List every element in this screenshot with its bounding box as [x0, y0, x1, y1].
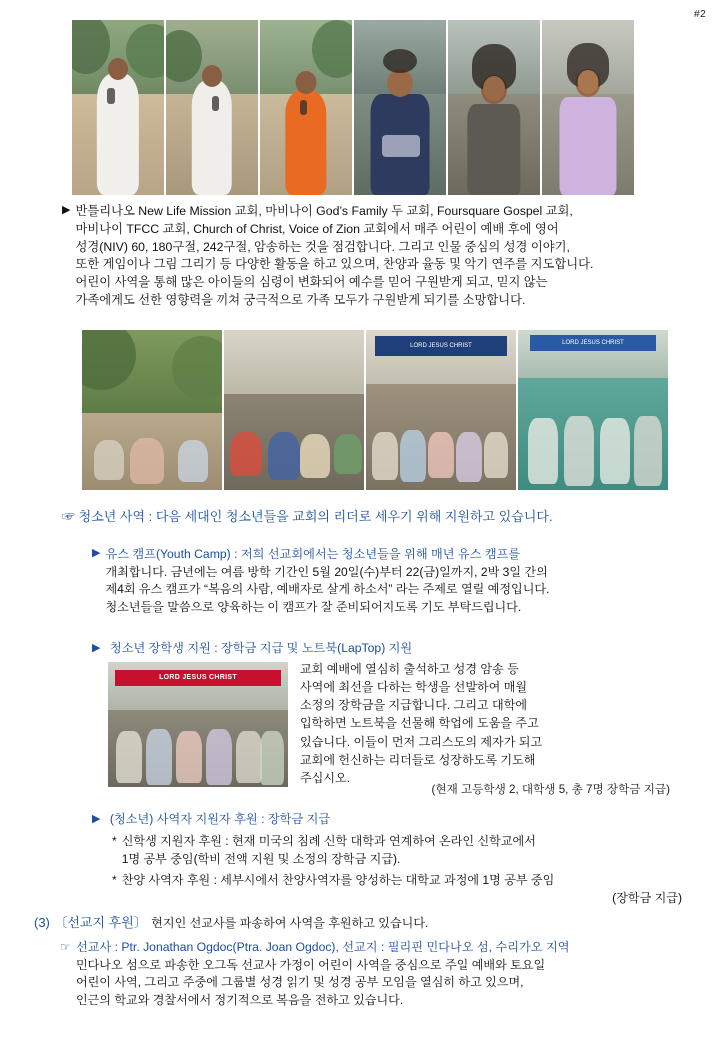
triangle-marker-icon: ▶ — [62, 204, 71, 216]
photo-child-2 — [166, 20, 258, 195]
supporter-note-right: (장학금 지급) — [612, 890, 682, 905]
youth-camp-heading: 유스 캠프(Youth Camp) : 저희 선교회에서는 청소년들을 위해 매년 유스 캠프를 — [105, 547, 521, 561]
supporter-line: 신학생 지원자 후원 : 현재 미국의 침례 신학 대학과 연계하여 온라인 신학교에서 — [121, 834, 536, 848]
photo-strip-top — [72, 20, 634, 195]
paragraph-line: 가족에게도 선한 영향력을 끼쳐 궁극적으로 가족 모두가 구원받게 되기를 소망합니다. — [75, 293, 526, 308]
scholarship-line: 주십시오. — [300, 770, 351, 785]
photo-strip-middle — [82, 330, 668, 490]
triangle-marker-icon: ▶ — [92, 813, 101, 825]
scholarship-line: 소정의 장학금을 지급합니다. 그리고 대학에 — [300, 698, 528, 713]
paragraph-line: 성경(NIV) 60, 180구절, 242구절, 암송하는 것을 점검합니다. 그리고 인물 중심의 성경 이야기, — [75, 239, 570, 254]
triangle-marker-icon: ▶ — [92, 547, 101, 559]
photo-children-raising-hands — [366, 330, 516, 490]
photo-scholarship-group — [108, 662, 288, 787]
hand-pointer-icon: ☞ — [62, 509, 76, 524]
scholarship-line: 입학하면 노트북을 선물해 학업에 도움을 주고 — [300, 716, 539, 731]
asterisk-bullet-icon: * — [112, 834, 117, 848]
photo-child-6 — [542, 20, 634, 195]
photo-banner-text: LORD JESUS CHRIST — [375, 336, 507, 355]
scholarship-count-text: (현재 고등학생 2, 대학생 5, 총 7명 장학금 지급) — [431, 783, 670, 796]
subsection-missionary — [60, 939, 690, 1009]
photo-child-5 — [448, 20, 540, 195]
photo-craft-activity — [82, 330, 222, 490]
supporter-line: 1명 공부 중임(학비 전액 지원 및 소정의 장학금 지급). — [121, 851, 401, 866]
scholarship-heading: 청소년 장학생 지원 : 장학금 지급 및 노트북(LapTop) 지원 — [109, 641, 413, 655]
paragraph-church-list — [62, 203, 662, 310]
missionary-line: 인근의 학교와 경찰서에서 정기적으로 복음을 전하고 있습니다. — [75, 992, 404, 1007]
photo-banner-lord-jesus-christ: LORD JESUS CHRIST — [115, 670, 281, 686]
missionary-line: 민다나오 섬으로 파송한 오그독 선교사 가정이 어린이 사역을 중심으로 주일 예배와 토요일 — [75, 957, 546, 972]
asterisk-bullet-icon: * — [112, 873, 117, 887]
scholarship-count-note — [330, 782, 670, 799]
photo-child-3 — [260, 20, 352, 195]
triangle-marker-icon: ▶ — [92, 642, 101, 654]
supporter-line: 찬양 사역자 후원 : 세부시에서 찬양사역자를 양성하는 대학교 과정에 1명 공부 중임 — [121, 873, 555, 887]
paragraph-line: 마비나이 TFCC 교회, Church of Christ, Voice of Zion 교회에서 매주 어린이 예배 후에 영어 — [75, 221, 559, 236]
section-youth-title: 청소년 사역 : 다음 세대인 청소년들을 교회의 리더로 세우기 위해 지원하고 있습니다. — [78, 509, 553, 524]
supporter-item-theology — [112, 833, 682, 868]
subsection-supporter-heading — [92, 807, 672, 830]
photo-girls-dancing — [518, 330, 668, 490]
section-bracket-label: 〔선교지 후원〕 — [54, 915, 147, 930]
photo-church-hall-table — [224, 330, 364, 490]
photo-child-1 — [72, 20, 164, 195]
section-number: (3) — [34, 915, 50, 930]
page-number: #2 — [693, 8, 706, 20]
supporter-heading: (청소년) 사역자 지원자 후원 : 장학금 지급 — [109, 812, 331, 826]
scholarship-line: 있습니다. 이들이 먼저 그리스도의 제자가 되고 — [300, 734, 543, 749]
missionary-heading: 선교사 : Ptr. Jonathan Ogdoc(Ptra. Joan Ogdoc), 선교지 : 필리핀 민다나오 섬, 수리가오 지역 — [75, 940, 570, 954]
section-mission-field-support — [34, 911, 684, 934]
missionary-line: 어린이 사역, 그리고 주중에 그룹별 성경 읽기 및 성경 공부 모임을 열심히 하고 있으며, — [75, 975, 524, 990]
scholarship-description — [300, 660, 670, 787]
subsection-scholarship-heading — [92, 636, 672, 659]
section-mission-text: 현지인 선교사를 파송하여 사역을 후원하고 있습니다. — [151, 916, 429, 930]
paragraph-line: 반틀리나오 New Life Mission 교회, 마비나이 God’s Family 두 교회, Foursquare Gospel 교회, — [75, 204, 573, 218]
youth-camp-line: 청소년들을 말씀으로 양육하는 이 캠프가 잘 준비되어지도록 기도 부탁드립니다. — [105, 599, 522, 614]
paragraph-line: 또한 게임이나 그림 그리기 등 다양한 활동을 하고 있으며, 찬양과 율동 및 악기 연주를 지도합니다. — [75, 257, 594, 272]
youth-camp-line: 개최합니다. 금년에는 여름 방학 기간인 5월 20일(수)부터 22(금)일까지, 2박 3일 간의 — [105, 564, 548, 579]
supporter-item-worship — [112, 872, 682, 907]
photo-banner-text: LORD JESUS CHRIST — [530, 335, 656, 351]
scholarship-line: 교회에 헌신하는 리더들로 성장하도록 기도해 — [300, 752, 536, 767]
section-youth-ministry — [62, 508, 682, 527]
scholarship-line: 교회 예배에 열심히 출석하고 성경 암송 등 — [300, 662, 519, 676]
photo-child-4 — [354, 20, 446, 195]
youth-camp-line: 제4회 유스 캠프가 “복음의 사람, 예배자로 살게 하소서” 라는 주제로 열릴 예정입니다. — [105, 582, 550, 597]
subsection-youth-camp — [92, 546, 672, 616]
paragraph-line: 어린이 사역을 통해 많은 아이들의 심령이 변화되어 예수를 믿어 구원받게 되고, 믿지 않는 — [75, 275, 548, 290]
scholarship-line: 사역에 최선을 다하는 학생을 선발하여 매월 — [300, 680, 528, 695]
hand-pointer-icon: ☞ — [60, 940, 71, 954]
